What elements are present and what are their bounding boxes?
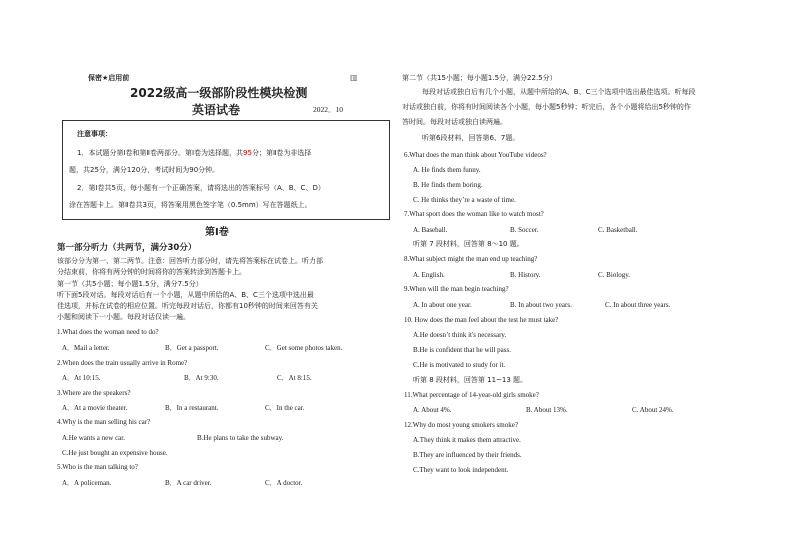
secret-label: 保密★启用前 <box>88 74 130 82</box>
exam-subtitle: 英语试卷 <box>192 103 241 117</box>
q10-option-b: B.He is confident that he will pass. <box>413 346 511 354</box>
q11-option-c: C. About 24%. <box>632 406 674 414</box>
q4-option-b: B.He plans to take the subway. <box>197 434 284 442</box>
q9-option-a: A. In about one year. <box>413 301 472 309</box>
volume-title: 第Ⅰ卷 <box>205 227 229 238</box>
q2-option-c: C．At 8:15. <box>277 374 312 382</box>
q6-option-b: B. He finds them boring. <box>413 181 483 189</box>
q1-option-c: C．Get some photos taken. <box>265 344 343 352</box>
q6-option-a: A. He finds them funny. <box>413 166 481 174</box>
notice-line-3: 2．第Ⅰ卷共5页，每小题有一个正确答案，请将选出的答案标号（A、B、C、D） <box>77 184 325 192</box>
q12-option-c: C.They want to look independent. <box>413 466 509 474</box>
corner-mark-icon: ▥ <box>350 73 358 82</box>
q12-option-a: A.They think it makes them attractive. <box>413 436 521 444</box>
q7-option-a: A. Baseball. <box>413 226 448 234</box>
question-6: 6.What does the man think about YouTube videos? <box>404 151 547 159</box>
question-3: 3.Where are the speakers? <box>57 389 131 397</box>
section1-desc-2: 佳选项，并标在试卷的相应位置。听完每段对话后，你都有10秒钟的时间来回答有关 <box>57 302 318 310</box>
q1-option-a: A．Mail a letter. <box>62 344 110 352</box>
section1-title: 第一节（共5小题；每小题1.5分，满分7.5分） <box>57 280 203 288</box>
question-2: 2.When does the train usually arrive in Rome? <box>57 359 188 367</box>
question-1: 1.What does the woman need to do? <box>57 328 159 336</box>
intro-line-2: 分结束前，你将有两分钟的时间将你的答案转涂到答题卡上。 <box>57 268 246 276</box>
question-4: 4.Why is the man selling his car? <box>57 418 151 426</box>
q11-option-a: A. About 4%. <box>413 406 452 414</box>
q5-option-b: B．A car driver. <box>165 479 212 487</box>
q7-option-c: C. Basketball. <box>598 226 638 234</box>
exam-title: 2022级高一级部阶段性模块检测 <box>130 86 308 100</box>
q8-option-c: C. Biology. <box>598 271 631 279</box>
section1-desc-3: 小题和阅读下一小题。每段对话仅读一遍。 <box>57 313 190 321</box>
q3-option-b: B．In a restaurant. <box>165 404 219 412</box>
section2-desc-3: 答时间。每段对话或独白读两遍。 <box>402 118 507 126</box>
section2-title: 第二节（共15小题；每小题1.5分，满分22.5分） <box>402 74 557 82</box>
question-12: 12.Why do most young smokers smoke? <box>404 421 518 429</box>
q9-option-b: B. In about two years. <box>510 301 572 309</box>
section2-desc-2: 对话或独白前，你将有时间阅读各个小题，每小题5秒钟；听完后，各个小题将给出5秒钟的作 <box>402 103 691 111</box>
question-11: 11.What percentage of 14-year-old girls smoke? <box>404 391 539 399</box>
q10-option-a: A.He doesn’t think it's necessary. <box>413 331 507 339</box>
q8-option-b: B. History. <box>510 271 541 279</box>
q5-option-a: A．A policeman. <box>62 479 112 487</box>
question-10: 10. How does the man feel about the test he must take? <box>404 316 559 324</box>
q12-option-b: B.They are influenced by their friends. <box>413 451 522 459</box>
q3-option-a: A．At a movie theater. <box>62 404 128 412</box>
material-7-note: 听第 7 段材料，回答第 8～10 题。 <box>413 240 524 248</box>
q6-option-c: C. He thinks they’re a waste of time. <box>413 196 516 204</box>
q3-option-c: C．In the car. <box>265 404 305 412</box>
material-6-note: 听第6段材料，回答第6、7题。 <box>422 134 520 142</box>
q9-option-c: C. In about three years. <box>605 301 671 309</box>
question-9: 9.When will the man begin teaching? <box>404 285 509 293</box>
q4-option-a: A.He wants a new car. <box>62 434 125 442</box>
q2-option-b: B．At 9:30. <box>184 374 219 382</box>
q7-option-b: B. Soccer. <box>510 226 539 234</box>
part-title: 第一部分听力（共两节，满分30分） <box>57 243 197 253</box>
q8-option-a: A. English. <box>413 271 445 279</box>
exam-date: 2022．10 <box>313 105 343 114</box>
q2-option-a: A．At 10:15. <box>62 374 101 382</box>
notice-box <box>62 120 390 220</box>
q4-option-c: C.He just bought an expensive house. <box>62 449 168 457</box>
question-8: 8.What subject might the man end up teaching? <box>404 255 538 263</box>
q10-option-c: C.He is motivated to study for it. <box>413 361 506 369</box>
notice-line-4: 涂在答题卡上。第Ⅱ卷共3页，将答案用黑色签字笔（0.5mm）写在答题纸上。 <box>69 201 312 209</box>
q11-option-b: B. About 13%. <box>526 406 568 414</box>
section2-desc-1: 每段对话或独白后有几个小题，从题中所给的A、B、C三个选项中选出最佳选项。听每段 <box>422 88 696 96</box>
section1-desc-1: 听下面5段对话。每段对话后有一个小题，从题中所给的A、B、C三个选项中选出最 <box>57 291 314 299</box>
q1-option-b: B．Get a passport. <box>165 344 219 352</box>
q5-option-c: C．A doctor. <box>265 479 303 487</box>
question-7: 7.What sport does the woman like to watch most? <box>404 210 544 218</box>
notice-line-2: 题，共25分，满分120分，考试时间为90分钟。 <box>69 166 220 174</box>
intro-line-1: 该部分分为第一、第二两节。注意：回答听力部分时，请先将答案标在试卷上。听力部 <box>57 257 323 265</box>
material-8-note: 听第 8 段材料，回答第 11~13 题。 <box>413 376 528 384</box>
notice-heading: 注意事项： <box>77 130 112 138</box>
score-highlight: 95 <box>243 149 252 157</box>
question-5: 5.Who is the man talking to? <box>57 463 138 471</box>
notice-line-1: 1．本试题分第Ⅰ卷和第Ⅱ卷两部分。第Ⅰ卷为选择题，共95分；第Ⅱ卷为非选择 <box>77 149 312 157</box>
